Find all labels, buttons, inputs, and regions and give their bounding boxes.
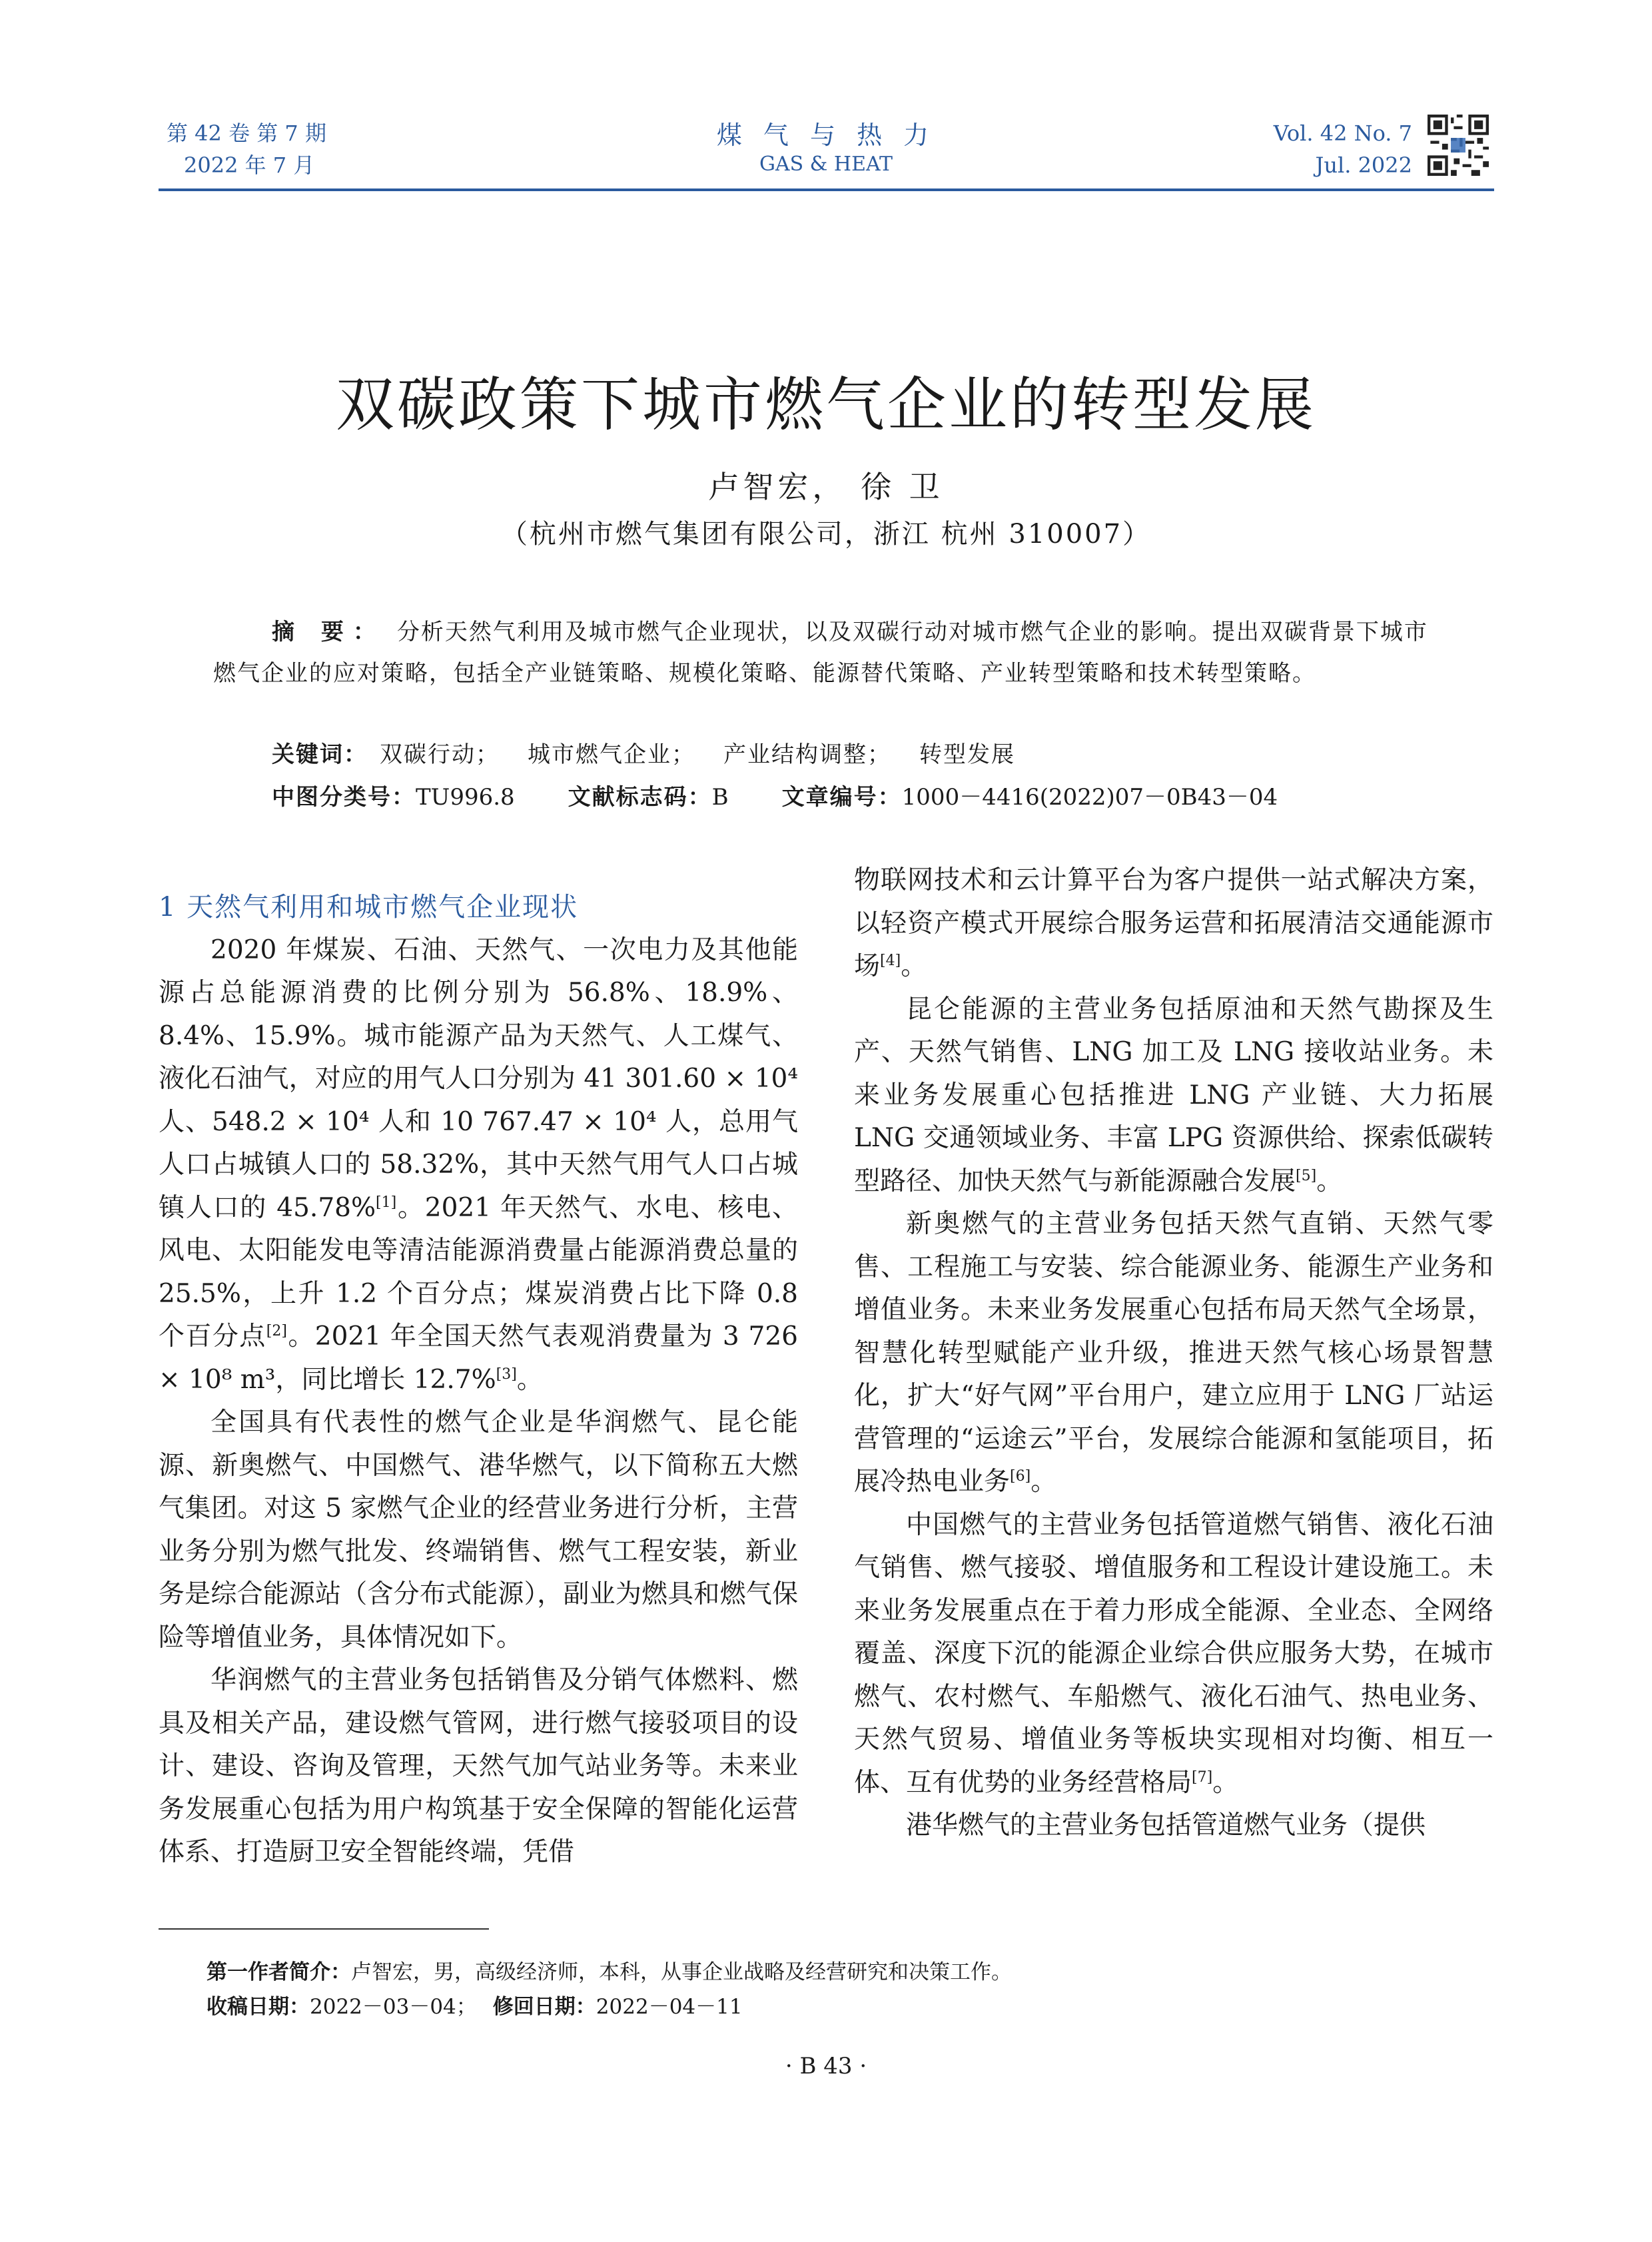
article-number-label: 文章编号： [781,784,902,811]
citation: [2] [266,1323,287,1339]
keywords-label: 关键词： [272,741,368,768]
paragraph-text: 。2021 年天然气、水电、核电、风电、太阳能发电等清洁能源消费量占能源消费总量的 25.5%，上升 1.2 个百分点；煤炭消费占比下降 0.8 个百分点 [159,1192,798,1351]
revised-date: 2022－04－11 [596,1995,743,2019]
classification-line [272,781,1278,814]
date-en-text: Jul. 2022 [1315,153,1412,178]
abstract-text: 分析天然气利用及城市燃气企业现状，以及双碳行动对城市燃气企业的影响。提出双碳背景下城市燃气企业的应对策略，包括全产业链策略、规模化策略、能源替代策略、产业转型策略和技术转型策略。 [213,619,1428,687]
clc-label: 中图分类号： [272,784,416,811]
keyword-item: 城市燃气企业； [528,741,695,768]
paragraph-text: 。 [516,1364,543,1395]
clc-value: TU996.8 [416,784,515,811]
body-column-left [159,886,798,1874]
paragraph-text: 中国燃气的主营业务包括管道燃气销售、液化石油气销售、燃气接驳、增值服务和工程设计建设施工。未来业务发展重点在于着力形成全能源、全业态、全网络覆盖、深度下沉的能源企业综合供应服务大势，在城市燃气、农村燃气、车船燃气、液化石油气、热电业务、天然气贸易、增值业务等板块实现相对均衡、相互一体、互有优势的业务经营格局 [854,1509,1493,1798]
paragraph [159,929,798,1402]
footnotes [206,1955,1012,2024]
paragraph: 港华燃气的主营业务包括管道燃气业务（提供 [906,1810,1426,1840]
author-bio [206,1955,1012,1990]
paragraph-text: 昆仑能源的主营业务包括原油和天然气勘探及生产、天然气销售、LNG 加工及 LNG 接收站业务。未来业务发展重心包括推进 LNG 产业链、大力拓展 LNG 交通领域业务、丰富 LPG 资源供给、探索低碳转型路径、加快天然气与新能源融合发展 [854,994,1493,1196]
paragraph-text: 2020 年煤炭、石油、天然气、一次电力及其他能源占总能源消费的比例分别为 56.8%、18.9%、8.4%、15.9%。城市能源产品为天然气、人工煤气、液化石油气，对应的用气人口分别为 41 301.60 × 10⁴ 人、548.2 × 10⁴ 人和 10 767.47 × 10⁴ 人，总用气人口占城镇人口的 58.32%，其中天然气用气人口占城镇人口的 45.78% [159,934,798,1223]
citation: [6] [1010,1468,1031,1485]
qr-code-icon [1428,115,1489,176]
keyword-item: 产业结构调整； [723,741,891,768]
citation: [7] [1192,1768,1213,1786]
section-heading: 1 天然气利用和城市燃气企业现状 [159,892,579,923]
abstract [213,611,1439,694]
paragraph-text: 。 [1031,1467,1057,1497]
abstract-label: 摘 要： [272,619,385,645]
citation: [3] [496,1365,517,1383]
journal-name [693,115,959,176]
paragraph: 华润燃气的主营业务包括销售及分销气体燃料、燃具及相关产品，建设燃气管网，进行燃气接驳项目的设计、建设、咨询及管理，天然气加气站业务等。未来业务发展重心包括为用户构筑基于安全保障的智能化运营体系、打造厨卫安全智能终端，凭借 [159,1665,798,1867]
dates-line [206,1990,1012,2024]
article-title: 双碳政策下城市燃气企业的转型发展 [335,370,1316,439]
paragraph-text: 。2021 年全国天然气表观消费量为 3 726 × 10⁸ m³，同比增长 12.7% [159,1321,798,1395]
keywords [272,738,1015,771]
revised-label: 修回日期： [492,1995,596,2019]
paragraph-text: 新奥燃气的主营业务包括天然气直销、天然气零售、工程施工与安装、综合能源业务、能源生产业务和增值业务。未来业务发展重心包括布局天然气全场景，智慧化转型赋能产业升级，推进天然气核心场景智慧化，扩大“好气网”平台用户，建立应用于 LNG 厂站运营管理的“运途云”平台，发展综合能源和氢能项目，拓展冷热电业务 [854,1209,1493,1497]
page-number: · B 43 · [785,2053,867,2079]
paragraph [854,1203,1493,1504]
paragraph-text: 。 [1316,1166,1343,1196]
journal-name-en: GAS & HEAT [759,153,893,176]
article-number-value: 1000－4416(2022)07－0B43－04 [901,784,1278,811]
article-authors: 卢智宏， 徐 卫 [708,469,944,505]
paragraph [854,859,1493,988]
citation: [5] [1296,1167,1317,1184]
received-label: 收稿日期： [206,1995,310,2019]
author-affiliation: （杭州市燃气集团有限公司，浙江 杭州 310007） [500,519,1152,550]
footnote-rule [159,1928,489,1930]
keyword-item: 转型发展 [919,741,1015,768]
paragraph-text: 。 [1212,1767,1239,1798]
paragraph-text: 。 [901,951,927,981]
body-column-right [854,859,1493,1848]
received-date: 2022－03－04； [310,1995,477,2019]
journal-volume-en [1266,117,1412,181]
paragraph: 全国具有代表性的燃气企业是华润燃气、昆仑能源、新奥燃气、中国燃气、港华燃气，以下简称五大燃气集团。对这 5 家燃气企业的经营业务进行分析，主营业务分别为燃气批发、终端销售、燃气工程安装，新业务是综合能源站（含分布式能源），副业为燃具和燃气保险等增值业务，具体情况如下。 [159,1407,798,1653]
volume-issue-text: 第 42 卷 第 7 期 [167,121,326,146]
header-rule [159,188,1494,191]
citation: [1] [376,1194,397,1211]
volume-en-text: Vol. 42 No. 7 [1273,121,1412,146]
keyword-item: 双碳行动； [380,741,500,768]
author-bio-text: 卢智宏，男，高级经济师，本科，从事企业战略及经营研究和决策工作。 [351,1960,1012,1984]
issue-date-text: 2022 年 7 月 [184,153,315,178]
journal-volume-issue [167,117,326,181]
paragraph [854,1504,1493,1805]
doc-code-value: B [711,784,729,811]
paragraph [854,988,1493,1204]
paragraph-text: 物联网技术和云计算平台为客户提供一站式解决方案，以轻资产模式开展综合服务运营和拓展清洁交通能源市场 [854,865,1493,981]
citation: [4] [880,952,901,969]
journal-name-cn: 煤 气 与 热 力 [716,121,936,150]
doc-code-label: 文献标志码： [568,784,712,811]
author-bio-label: 第一作者简介： [206,1960,351,1984]
